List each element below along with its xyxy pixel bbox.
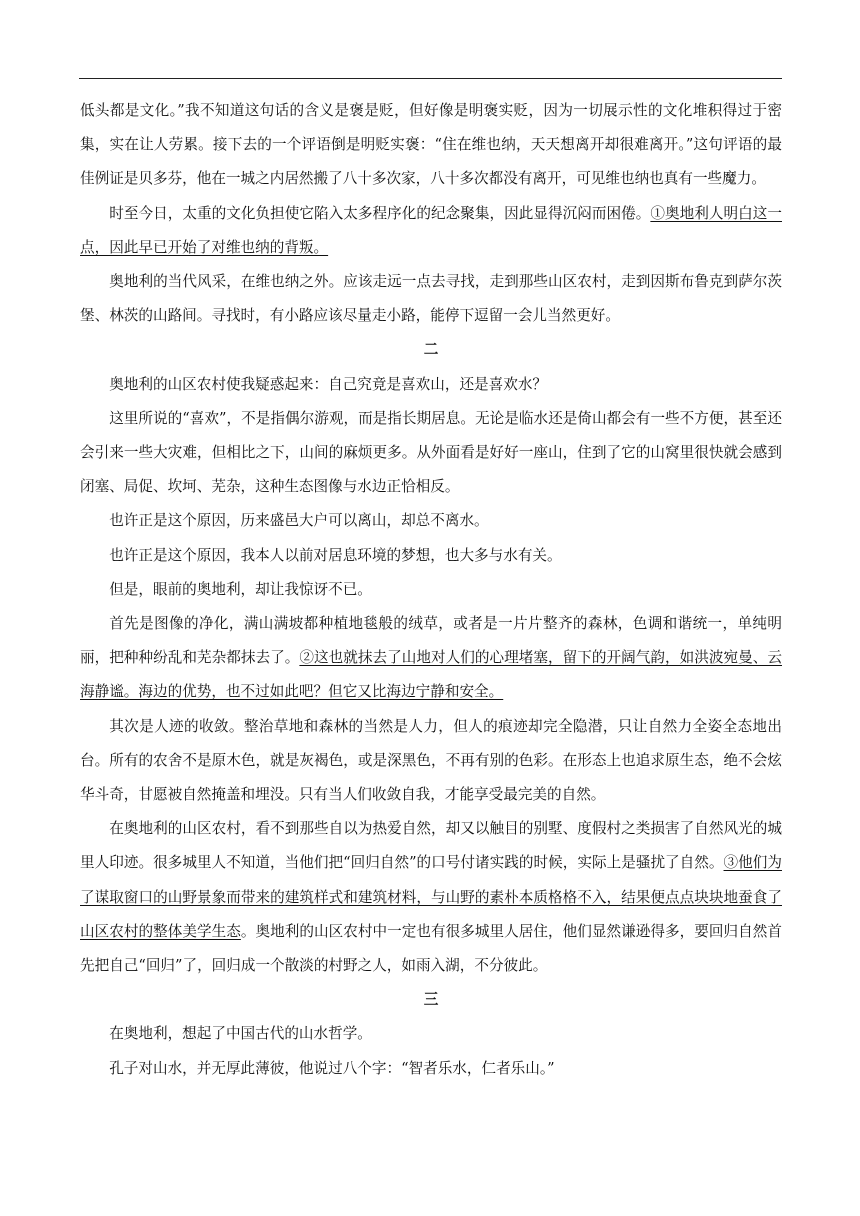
paragraph-8 [80, 573, 782, 607]
underlined-sentence-3: ③他们为了谋取窗口的山野景象而带来的建筑样式和建筑材料，与山野的素朴本质格格不入，结果便点点块块地蚕食了山区农村的整体美学生态 [80, 854, 782, 940]
paragraph-10 [80, 710, 782, 813]
heading-text: 三 [423, 991, 439, 1009]
text-segment: 其次是人迹的收敛。整治草地和森林的当然是人力，但人的痕迹却完全隐潜，只让自然力全姿全态地出台。所有的农舍不是原木色，就是灰褐色，或是深黑色，不再有别的色彩。在形态上也追求原生态，绝不会炫华斗奇，甘愿被自然掩盖和埋没。只有当人们收敛自我，才能享受最完美的自然。 [80, 717, 782, 804]
paragraph-1 [80, 94, 782, 197]
paragraph-7 [80, 539, 782, 573]
heading-text: 二 [423, 341, 439, 359]
underlined-sentence-1: ①奥地利人明白这一点，因此早已开始了对维也纳的背叛。 [80, 204, 782, 256]
paragraph-11 [80, 812, 782, 983]
text-segment: 。奥地利的山区农村中一定也有很多城里人居住，他们显然谦逊得多，要回归自然首先把自己“回归”了，回归成一个散淡的村野之人，如雨入湖，不分彼此。 [80, 922, 782, 975]
text-segment: 奥地利的山区农村使我疑惑起来：自己究竟是喜欢山，还是喜欢水？ [109, 375, 548, 393]
paragraph-9 [80, 607, 782, 710]
underlined-sentence-2: ②这也就抹去了山地对人们的心理堵塞，留下的开阔气韵，如洪波宛曼、云海静谧。海边的优势，也不过如此吧？但它又比海边宁静和安全。 [80, 649, 782, 701]
section-heading-3 [80, 983, 782, 1017]
paragraph-12 [80, 1017, 782, 1051]
text-segment: 在奥地利，想起了中国古代的山水哲学。 [109, 1025, 372, 1043]
text-segment: 这里所说的“喜欢”，不是指偶尔游观，而是指长期居息。无论是临水还是倚山都会有一些不方便，甚至还会引来一些大灾难，但相比之下，山间的麻烦更多。从外面看是好好一座山，住到了它的山窝里很快就会感到闭塞、局促、坎坷、芜杂，这种生态图像与水边正恰相反。 [80, 409, 782, 496]
text-segment: 也许正是这个原因，历来盛邑大户可以离山，却总不离水。 [109, 512, 489, 530]
text-segment: 孔子对山水，并无厚此薄彼，他说过八个字：“智者乐水，仁者乐山。” [109, 1059, 555, 1077]
header-rule [79, 78, 782, 79]
paragraph-2 [80, 197, 782, 265]
text-segment: 时至今日，太重的文化负担使它陷入太多程序化的纪念聚集，因此显得沉闷而困倦。 [109, 204, 651, 222]
text-segment: 但是，眼前的奥地利，却让我惊讶不已。 [109, 580, 372, 598]
article-body [80, 94, 782, 1086]
text-segment: 也许正是这个原因，我本人以前对居息环境的梦想，也大多与水有关。 [109, 546, 562, 564]
paragraph-6 [80, 504, 782, 538]
paragraph-4 [80, 368, 782, 402]
text-segment: 低头都是文化。”我不知道这句话的含义是褒是贬，但好像是明褒实贬，因为一切展示性的文化堆积得过于密集，实在让人劳累。接下去的一个评语倒是明贬实褒：“住在维也纳，天天想离开却很难离开。”这句评语的最佳例证是贝多芬，他在一城之内居然搬了八十多次家，八十多次都没有离开，可见维也纳也真有一些魔力。 [80, 102, 782, 188]
text-segment: 在奥地利的山区农村，看不到那些自以为热爱自然，却又以触目的别墅、度假村之类损害了自然风光的城里人印迹。很多城里人不知道，当他们把“回归自然”的口号付诸实践的时候，实际上是骚扰了自然。 [80, 820, 782, 872]
text-segment: 奥地利的当代风采，在维也纳之外。应该走远一点去寻找，走到那些山区农村，走到因斯布鲁克到萨尔茨堡、林茨的山路间。寻找时，有小路应该尽量走小路，能停下逗留一会儿当然更好。 [80, 273, 782, 325]
paragraph-3 [80, 265, 782, 333]
paragraph-5 [80, 402, 782, 505]
paragraph-13 [80, 1052, 782, 1086]
text-segment: 首先是图像的净化，满山满坡都种植地毯般的绒草，或者是一片片整齐的森林，色调和谐统一，单纯明丽，把种种纷乱和芜杂都抹去了。 [80, 615, 782, 667]
section-heading-2 [80, 333, 782, 367]
